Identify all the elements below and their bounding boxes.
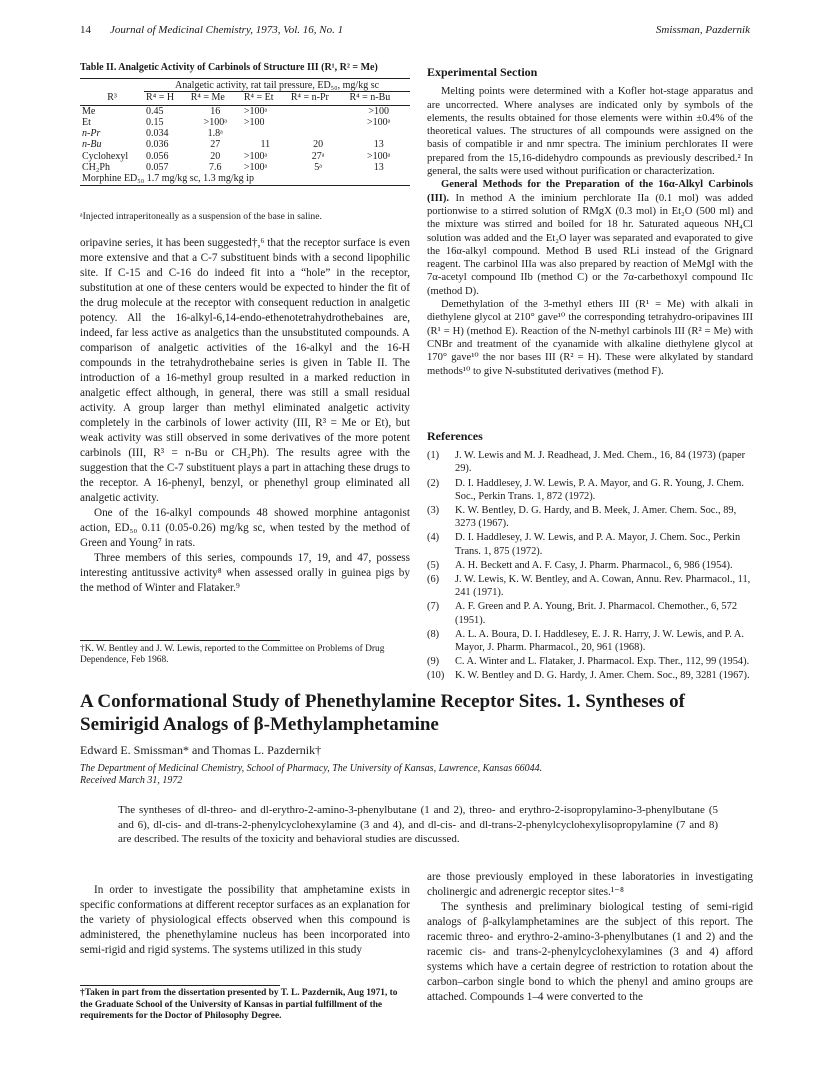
references xyxy=(427,430,753,684)
table-cell: 1.8ᵃ xyxy=(207,128,223,140)
table-cell: >100 xyxy=(368,105,390,117)
article-abstract: The syntheses of dl-threo- and dl-erythro-2-amino-3-phenylbutane (1 and 2), threo- and erythro-2-isopropylamino-3-phenylbutane (5 and 6), dl-cis- and dl-trans-2-phenylcyclohexylamine (3 and 4), and dl-cis- and dl-trans-2-phenylcyclohexylisopropylamine (7 and 8) are described. The results of the toxicity and behavioral studies are discussed. xyxy=(118,804,718,845)
table-row-label: Me xyxy=(82,105,96,117)
reference-number: (10) xyxy=(427,670,445,682)
footnote-rule xyxy=(80,640,280,641)
table-header-cell: R⁴ = n-Bu xyxy=(347,92,410,105)
table-header-cell: R⁴ = n-Pr xyxy=(289,92,348,105)
body-paragraph: In order to investigate the possibility that amphetamine exists in specific conformations at different receptor surfaces as an explanation for the variety of physiological effects observed when this compound is administered, the phenethylamine nucleus has been incorporated into semi-rigid and rigid systems. The systems utilized in this study xyxy=(80,884,410,956)
section-heading: Experimental Section xyxy=(427,65,538,79)
table-row xyxy=(80,105,410,117)
body-paragraph xyxy=(427,178,753,298)
reference-item xyxy=(427,573,753,599)
reference-number: (4) xyxy=(427,532,440,544)
reference-item xyxy=(427,559,753,572)
article-title: A Conformational Study of Phenethylamine Receptor Sites. 1. Syntheses of Semirigid Analogs of β-Methylamphetamine xyxy=(80,691,686,735)
body-paragraph: oripavine series, it has been suggested†,⁶ that the receptor surface is even more extensive and that a C-7 substituent binds with a second lipophilic site. If C-15 and C-16 do indeed fit into a “hole” in the receptor, substitution at one of these centers would be expected to hinder the fit of the drug molecule at the receptor with consequent reduction in analgetic potency. All the 16-alkyl-6,14-endo-ethenotetrahydrothebaines are, indeed, far less active as analgetics than the unsubstituted compounds. A comparison of analgetic activities of the 16-alkyl and the 16-H compounds in the tetrahydrothebaine series is given in Table II. The introduction of a 16-methyl group resulted in a marked reduction in analgetic effect although, in general, there was still a small residual activity. A group larger than methyl eliminated analgetic activity completely in the carbinols of lower activity (III, R³ = Me or Et), but weak activity was still observed in some derivatives of the more potent carbinols (III, R³ = n-Bu or CH₂Ph). The results agree with the suggestion that the C-7 substituent plays a part in attaching these drugs to the receptor. A 16-phenyl, benzyl, or phenethyl group eliminated all analgetic activity. xyxy=(80,237,410,504)
table-group-header: Analgetic activity, rat tail pressure, ED₅₀, mg/kg sc xyxy=(144,79,410,92)
reference-text: D. I. Haddlesey, J. W. Lewis, P. A. Mayor, and G. R. Young, J. Chem. Soc., Perkin Trans. 1, 872 (1972). xyxy=(455,477,744,502)
reference-item xyxy=(427,504,753,530)
journal-citation: Journal of Medicinal Chemistry, 1973, Vol. 16, No. 1 xyxy=(110,24,344,36)
table-cell xyxy=(242,128,289,139)
table-cell: 0.056 xyxy=(146,150,169,162)
reference-item xyxy=(427,600,753,626)
article-body-left xyxy=(80,883,410,958)
table-row-label: n-Pr xyxy=(82,128,101,140)
reference-item xyxy=(427,477,753,503)
reference-number: (2) xyxy=(427,477,440,489)
body-paragraph: Demethylation of the 3-methyl ethers III (R¹ = Me) with alkali in diethylene glycol at 210° gave¹⁰ the corresponding tetrahydro-oripavines III (R¹ = H) (method E). Reaction of the N-methyl carbinols III (R² = Me) with CNBr and treatment of the cyanamide with alkaline diethylene glycol at 170° gave¹⁰ the nor bases III (R² = H). These were alkylated by standard methods¹⁰ to give N-substituted derivatives (method F). xyxy=(427,299,753,377)
table-row-morphine xyxy=(80,173,410,185)
table-row-label: CH₂Ph xyxy=(82,162,110,174)
reference-item xyxy=(427,628,753,654)
body-paragraph: Three members of this series, compounds 17, 19, and 47, possess interesting antitussive activity⁸ when assessed orally in guinea pigs by the method of Winter and Flataker.⁹ xyxy=(80,552,410,594)
table-cell: 13 xyxy=(373,139,384,151)
table-cell: 27 xyxy=(210,139,221,151)
table-cell: 20 xyxy=(210,150,221,162)
table-row xyxy=(80,151,410,162)
reference-number: (6) xyxy=(427,574,440,586)
reference-number: (7) xyxy=(427,601,440,613)
table-header-cell: R⁴ = Et xyxy=(242,92,289,105)
body-paragraph: are those previously employed in these laboratories in investigating cholinergic and adrenergic receptor sites.¹⁻⁸ xyxy=(427,871,753,898)
reference-text: A. H. Beckett and A. F. Casy, J. Pharm. Pharmacol., 6, 986 (1954). xyxy=(455,559,733,571)
reference-text: D. I. Haddlesey, J. W. Lewis, and P. A. Mayor, J. Chem. Soc., Perkin Trans. 1, 875 (1972). xyxy=(455,532,741,557)
reference-text: J. W. Lewis, K. W. Bentley, and A. Cowan, Annu. Rev. Pharmacol., 11, 241 (1971). xyxy=(455,574,751,599)
table-row xyxy=(80,117,410,128)
reference-text: J. W. Lewis and M. J. Readhead, J. Med. Chem., 16, 84 (1973) (paper 29). xyxy=(455,450,746,475)
reference-list xyxy=(427,449,753,682)
reference-item xyxy=(427,449,753,475)
table-footnote: ᵃInjected intraperitoneally as a suspension of the base in saline. xyxy=(80,211,322,222)
article-authors: Edward E. Smissman* and Thomas L. Pazdernik† xyxy=(80,743,322,757)
table-header-cell: R⁴ = Me xyxy=(189,92,242,105)
affiliation-text: The Department of Medicinal Chemistry, School of Pharmacy, The University of Kansas, Lawrence, Kansas 66044. xyxy=(80,763,543,774)
body-paragraph: Melting points were determined with a Kofler hot-stage apparatus and are uncorrected. Where analyses are indicated only by symbols of the elements, the results obtained for those elements were within ±0.4% of the theoretical values. The structures of all compounds were assigned on the basis of compatible ir and nmr spectra. The iminium perchlorates II were prepared from the 15,16-didehydro compounds as previously described.² In general, the salts were used without purification or characterization. xyxy=(427,86,753,178)
page-number: 14 xyxy=(80,24,91,36)
reference-text: K. W. Bentley and D. G. Hardy, J. Amer. Chem. Soc., 89, 3281 (1967). xyxy=(455,670,750,682)
table-cell: >100ᵃ xyxy=(243,150,268,162)
table-cell: 0.45 xyxy=(146,105,164,117)
reference-text: A. F. Green and P. A. Young, Brit. J. Pharmacol. Chemother., 6, 572 (1951). xyxy=(455,601,738,626)
table-row xyxy=(80,139,410,150)
table-cell xyxy=(289,128,348,139)
subsection-heading: General Methods for the Preparation of the 16α-Alkyl Carbinols (III). xyxy=(427,179,753,204)
table-cell xyxy=(347,128,410,139)
table-cell: 16 xyxy=(210,105,221,117)
references-heading: References xyxy=(427,429,483,443)
table-cell: >100ᵃ xyxy=(203,116,227,128)
footnote-rule xyxy=(80,985,280,986)
table-cell: 0.036 xyxy=(146,139,169,151)
table-cell: >100 xyxy=(243,116,265,128)
reference-number: (9) xyxy=(427,656,440,668)
table-title: Table II. Analgetic Activity of Carbinols of Structure III (R¹, R² = Me) xyxy=(80,62,378,73)
table-header-cell: R⁴ = H xyxy=(144,92,189,105)
analgetic-activity-table xyxy=(80,78,410,186)
running-header xyxy=(80,24,750,40)
left-footnote: †K. W. Bentley and J. W. Lewis, reported to the Committee on Problems of Drug Dependence, Feb 1968. xyxy=(80,644,385,665)
received-date: Received March 31, 1972 xyxy=(80,775,183,786)
methods-text: In method A the iminium perchlorate IIa (0.1 mol) was added portionwise to a stirred solution of RMgX (0.3 mol) in Et₂O (500 ml) and the mixture was stirred and boiled for 18 hr. Saturated aqueous NH₄Cl solution was added and the Et₂O layer was separated and evaporated to give the 16α-alkyl compound. Method B used RLi instead of the Grignard reagent. The carbinol IIIa was also prepared by reaction of MeMgI with the 7α-acetyl compound IIb (method C) or the 7α-carbethoxyl compound IIc (method D). xyxy=(427,192,753,297)
article-body-right xyxy=(427,870,753,1005)
table-row xyxy=(80,128,410,139)
table-row-label: n-Bu xyxy=(82,139,102,151)
reference-number: (3) xyxy=(427,505,440,517)
table-cell xyxy=(289,117,348,128)
article-affiliation xyxy=(80,763,750,787)
reference-text: A. L. A. Boura, D. I. Haddlesey, E. J. R. Harry, J. W. Lewis, and P. A. Mayor, J. Pharm. Pharmacol., 20, 961 (1968). xyxy=(455,628,744,654)
table-row-label: Cyclohexyl xyxy=(82,150,129,162)
table-cell: >100ᵃ xyxy=(367,116,391,128)
article-footnote: †Taken in part from the dissertation presented by T. L. Pazdernik, Aug 1971, to the Graduate School of the University of Kansas in partial fulfillment of the requirements for the Doctor of Philosophy Degree. xyxy=(80,988,398,1021)
table-cell: 27ᵃ xyxy=(311,150,325,162)
table-cell xyxy=(289,105,348,117)
table-cell: 20 xyxy=(313,139,324,151)
body-paragraph: The synthesis and preliminary biological testing of semi-rigid analogs of β-alkylamphetamines are the subject of this report. The racemic threo- and erythro-2-amino-3-phenylbutanes (1 and 2) and the racemic cis- and trans-2-phenylcyclohexylamines (3 and 4) afford systems which have a certain degree of restriction to rotation about the carbon–carbon single bond to which the phenyl and amino groups are attached. Compounds 1–4 were converted to the xyxy=(427,901,753,1003)
reference-number: (5) xyxy=(427,559,440,571)
running-authors: Smissman, Pazdernik xyxy=(655,24,750,36)
body-paragraph: One of the 16-alkyl compounds 48 showed morphine antagonist action, ED₅₀ 0.11 (0.05-0.26) mg/kg sc, when tested by the method of Green and Young⁷ in rats. xyxy=(80,507,410,549)
morphine-reference: Morphine ED₅₀ 1.7 mg/kg sc, 1.3 mg/kg ip xyxy=(80,173,410,185)
left-column-text xyxy=(80,236,410,596)
table-cell: 0.057 xyxy=(146,162,169,174)
table-cell: >100ᵃ xyxy=(243,105,268,117)
reference-text: C. A. Winter and L. Flataker, J. Pharmacol. Exp. Ther., 112, 99 (1954). xyxy=(455,656,750,668)
reference-number: (8) xyxy=(427,628,440,640)
table-cell: 5ᵃ xyxy=(314,162,323,174)
table-row xyxy=(80,162,410,173)
table-cell: 11 xyxy=(260,139,271,151)
table-cell: >100ᵃ xyxy=(243,162,268,174)
reference-number: (1) xyxy=(427,450,440,462)
table-cell: >100ᵃ xyxy=(367,150,391,162)
reference-item xyxy=(427,669,753,682)
table-cell: 0.034 xyxy=(146,128,169,140)
reference-text: K. W. Bentley, D. G. Hardy, and B. Meek, J. Amer. Chem. Soc., 89, 3273 (1967). xyxy=(455,505,737,530)
table-header-cell xyxy=(80,79,144,92)
experimental-section xyxy=(427,66,753,378)
table-header-r3: R³ xyxy=(80,92,144,105)
reference-item xyxy=(427,531,753,557)
table-cell: 13 xyxy=(373,162,384,174)
table-cell: 0.15 xyxy=(146,116,164,128)
table-cell: 7.6 xyxy=(209,162,222,174)
reference-item xyxy=(427,655,753,668)
table-row-label: Et xyxy=(82,116,91,128)
